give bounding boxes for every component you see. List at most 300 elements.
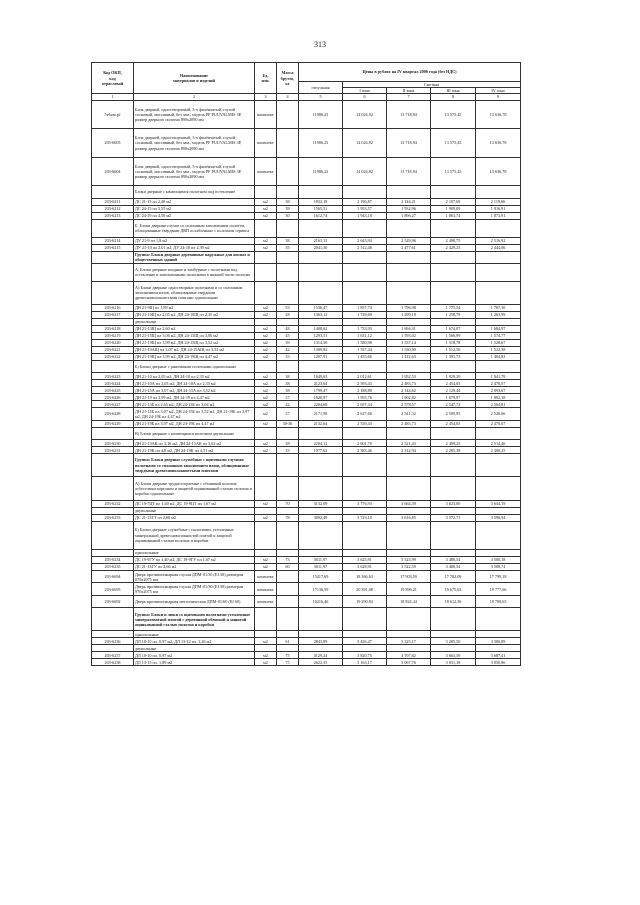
cell-p3: 2 477,61 (387, 244, 431, 251)
cell-name: ДН 21-15А пл 3,07 м2, ДН 24-15А пл 3,52 м2 (134, 387, 255, 394)
cell-code: 203-6227 (92, 401, 134, 408)
cell-name: Дверь противопожарная глухая ДПМ-01/30 (EI 30) размером 970х2075 мм (134, 583, 255, 595)
cell-p3: 3 067,76 (387, 659, 431, 666)
table-row (92, 564, 521, 571)
cell-unit (255, 251, 277, 263)
cell-code: 203-6232 (92, 500, 134, 507)
cell-name: Группа: Блоки дверные служебные с щитовыми глухими полотнами со сплошным заполнением пазов, облицованные твердыми древесноволокнистыми плитами (134, 454, 255, 477)
table-row (92, 219, 521, 237)
cell-mass (277, 157, 299, 186)
table-row (92, 387, 521, 394)
cell-p1 (299, 427, 343, 439)
cell-p4: 2 547,72 (431, 401, 476, 408)
cell-p3 (387, 631, 431, 638)
cell-code: 203-6695 (92, 583, 134, 595)
cell-code: 203-6223 (92, 373, 134, 380)
cell-p2 (343, 608, 387, 631)
cell-name: ДН 21-10 пл 2,05 м2, ДН 24-10 пл 2,35 м2 (134, 373, 255, 380)
cell-p5: 2 300,25 (476, 447, 521, 454)
cell-unit: м2 (255, 500, 277, 507)
colnum-7: 7 (387, 94, 431, 100)
cell-mass (277, 281, 299, 304)
cell-p2: 1 943,18 (343, 212, 387, 219)
cell-name: Группа: Блоки дверные деревянные наружные для жилых и общественных зданий (134, 251, 255, 263)
cell-name: двупольные (134, 507, 255, 514)
cell-p4: 3 480,54 (431, 564, 476, 571)
header-name (134, 63, 255, 94)
cell-mass: 33 (277, 447, 299, 454)
table-row (92, 645, 521, 652)
cell-p1: 2123,64 (299, 380, 343, 387)
cell-p4: 1 674,07 (431, 325, 476, 332)
cell-p5: 1 263,99 (476, 311, 521, 318)
header-code (92, 63, 134, 94)
table-row (92, 346, 521, 353)
cell-p4: 1 512,56 (431, 346, 476, 353)
cell-name: А) Блоки дверные одностворные полотнами и со сплошным заполнением пазов, облицованные твердыми древесноволокнистыми плитами однопольные (134, 281, 255, 304)
cell-name: ДН 21-15Щ пл 3,06 м2, ДН 24-13Щ пл 3,06 м2 (134, 332, 255, 339)
cell-p5 (476, 219, 521, 237)
cell-p2: 18 366,63 (343, 571, 387, 583)
cell-p2: 14 024,92 (343, 100, 387, 129)
cell-name: ДН 21-19Б пл 3,97 м2, ДН 24-19Б пл 4,47 м2 (134, 420, 255, 427)
cell-code (92, 281, 134, 304)
header-row-1 (92, 63, 521, 82)
cell-unit: м2 (255, 332, 277, 339)
cell-p2 (343, 318, 387, 325)
cell-name: ДЛ 10-10 пл. 0,97 м2 (134, 652, 255, 659)
cell-mass: 33 (277, 353, 299, 360)
cell-code (92, 219, 134, 237)
colnum-1: 1 (92, 94, 134, 100)
cell-mass (277, 477, 299, 500)
cell-code: 203-6216 (92, 304, 134, 311)
cell-mass: 48 (277, 325, 299, 332)
cell-mass: 42 (277, 401, 299, 408)
cell-p4: 3 572,71 (431, 514, 476, 521)
cell-unit (255, 608, 277, 631)
cell-name: ДУ 21-10 пл 2,01 м2, ДУ 24-10 пл 2,39 м2 (134, 244, 255, 251)
cell-p4 (431, 631, 476, 638)
cell-p2: 2 643,94 (343, 237, 387, 244)
cell-p2: 19 290,84 (343, 595, 387, 607)
table-row (92, 440, 521, 447)
cell-p5: 3 596,94 (476, 514, 521, 521)
cell-p5: 3 687,41 (476, 652, 521, 659)
cell-p1: 2163,12 (299, 237, 343, 244)
colnum-3: 3 (255, 94, 277, 100)
cell-p1: 11986,23 (299, 100, 343, 129)
cell-p3: 1 530,90 (387, 346, 431, 353)
cell-unit (255, 550, 277, 557)
cell-unit: м2 (255, 380, 277, 387)
table-row (92, 521, 521, 550)
cell-p2: 3 163,17 (343, 659, 387, 666)
cell-unit: м2 (255, 212, 277, 219)
cell-name: ДН 21-13Щ пл 2,60 м2 (134, 325, 255, 332)
cell-mass: 38 (277, 205, 299, 212)
cell-mass (277, 263, 299, 281)
table-row (92, 318, 521, 325)
cell-name: Б. Блоки дверные глухие со сплошным заполнением полотен, облицованные твёрдыми ДВП ослабленные с полотном сервиса (134, 219, 255, 237)
cell-p2 (343, 360, 387, 372)
cell-unit (255, 281, 277, 304)
cell-p1: 1612,74 (299, 212, 343, 219)
cell-mass: 42 (277, 346, 299, 353)
cell-p1: 1799,47 (299, 387, 343, 394)
cell-p5: 1 941,79 (476, 373, 521, 380)
cell-p3: 17 903,59 (387, 571, 431, 583)
colnum-8: 8 (431, 94, 476, 100)
cell-p3: 1 952,53 (387, 373, 431, 380)
cell-unit (255, 186, 277, 198)
cell-unit (255, 645, 277, 652)
cell-p5: 18 709,65 (476, 595, 521, 607)
table-row (92, 304, 521, 311)
cell-name: Дверь противопожарная глухая ДПМ-01/30 (EI 30) размером 870х2075 мм (134, 571, 255, 583)
cell-code: 203-6694 (92, 571, 134, 583)
cell-p1 (299, 477, 343, 500)
cell-p4: 1 775,54 (431, 304, 476, 311)
cell-p1 (299, 219, 343, 237)
header-unit-text: Ед. (262, 73, 269, 78)
cell-p3: 2 521,43 (387, 440, 431, 447)
cell-p5 (476, 186, 521, 198)
cell-p2 (343, 507, 387, 514)
cell-p5: 1 916,91 (476, 205, 521, 212)
cell-mass: 37 (277, 408, 299, 420)
cell-p2 (343, 631, 387, 638)
cell-code: 203-6604 (92, 157, 134, 186)
cell-p4: 1 518,78 (431, 339, 476, 346)
cell-p2: 2 196,87 (343, 198, 387, 205)
cell-unit: м2 (255, 420, 277, 427)
cell-code (92, 251, 134, 263)
cell-unit: м2 (255, 387, 277, 394)
cell-name: Б) Блоки дверные с рамочными полотнами однопольные (134, 360, 255, 372)
cell-unit: м2 (255, 564, 277, 571)
cell-name: ДН 21-19Щ пл 3,99 м2, ДН 24-15Щ пл 3,52 м2 (134, 339, 255, 346)
cell-name: ДН 21-13Б пл 2,65 м2, ДН 24-13Б пл 3,04 м2 (134, 401, 255, 408)
cell-p3: 2 483,73 (387, 380, 431, 387)
cell-p4: 3 031,18 (431, 659, 476, 666)
cell-unit: м2 (255, 244, 277, 251)
cell-p4: 17 702,09 (431, 571, 476, 583)
colnum-9: 9 (476, 94, 521, 100)
cell-mass (277, 318, 299, 325)
cell-p4: 2 285,38 (431, 447, 476, 454)
cell-unit: комплект (255, 595, 277, 607)
cell-mass (277, 507, 299, 514)
cell-unit: м2 (255, 198, 277, 205)
cell-p1 (299, 645, 343, 652)
cell-p5: 1 684,97 (476, 325, 521, 332)
cell-mass: 55 (277, 244, 299, 251)
cell-unit (255, 318, 277, 325)
table-row (92, 380, 521, 387)
cell-mass (277, 100, 299, 129)
cell-p5: 1 522,38 (476, 346, 521, 353)
cell-unit (255, 263, 277, 281)
cell-p1: 1620,97 (299, 394, 343, 401)
cell-p3: 1 796,98 (387, 304, 431, 311)
cell-p3 (387, 454, 431, 477)
group-row (92, 454, 521, 477)
cell-p1: 3092,49 (299, 514, 343, 521)
header-name-sub: материалов и изделий (173, 78, 215, 84)
cell-p3 (387, 219, 431, 237)
cell-p5: 2 514,46 (476, 440, 521, 447)
group-row (92, 251, 521, 263)
cell-p4 (431, 219, 476, 237)
cell-p2: 3 820,75 (343, 652, 387, 659)
cell-p2: 1 955,76 (343, 394, 387, 401)
cell-name: ДС 21-13 пл 2,40 м2 (134, 198, 255, 205)
cell-unit: комплект (255, 571, 277, 583)
cell-p4: 2 454,05 (431, 380, 476, 387)
table-row (92, 477, 521, 500)
cell-p4 (431, 507, 476, 514)
cell-unit: м2 (255, 440, 277, 447)
cell-p1 (299, 608, 343, 631)
cell-mass (277, 360, 299, 372)
cell-p1: 1832,18 (299, 198, 343, 205)
cell-p1: 16216,46 (299, 595, 343, 607)
cell-p3: 13 718,94 (387, 129, 431, 158)
cell-p4 (431, 318, 476, 325)
cell-p5: 2 516,92 (476, 237, 521, 244)
cell-p3: 2 312,94 (387, 447, 431, 454)
cell-p2: 2 657,34 (343, 401, 387, 408)
cell-code: 203-6217 (92, 311, 134, 318)
cell-name: ДН 21-13АК пл 3,16 м2, ДН 24-15АК пл 3,62 м2 (134, 440, 255, 447)
cell-mass: 39 (277, 339, 299, 346)
cell-p5 (476, 251, 521, 263)
cell-p1 (299, 360, 343, 372)
cell-p1: 11986,23 (299, 129, 343, 158)
colnum-5: 5 (299, 94, 343, 100)
cell-code: 203-6213 (92, 212, 134, 219)
cell-mass: 70 (277, 500, 299, 507)
cell-p4 (431, 427, 476, 439)
cell-p5: 3 050,86 (476, 659, 521, 666)
cell-p1: 3011,97 (299, 557, 343, 564)
cell-name: ДН 21-19 пл 3,99 м2, ДН 24-19 пл 4,47 м2 (134, 394, 255, 401)
cell-p3 (387, 263, 431, 281)
page-number: 313 (314, 40, 326, 49)
cell-p2 (343, 550, 387, 557)
cell-p1: 2132,64 (299, 420, 343, 427)
cell-name: Блоки дверные с качающимся полотном под остекление (134, 186, 255, 198)
cell-p4 (431, 550, 476, 557)
cell-mass: 78 (277, 514, 299, 521)
cell-unit (255, 507, 277, 514)
cell-unit: м2 (255, 205, 277, 212)
cell-p5: 1 892,18 (476, 394, 521, 401)
table-row (92, 638, 521, 645)
cell-p4 (431, 360, 476, 372)
cell-name: ДС 19-9ГУ пл 1,40 м2, ДС 19-9ГУ пл 1,67 м2 (134, 557, 255, 564)
cell-code (92, 318, 134, 325)
cell-unit: комплект (255, 583, 277, 595)
cell-p4 (431, 454, 476, 477)
cell-p2: 2 188,89 (343, 387, 387, 394)
cell-name: ДЛ 13-15 пл. 1,89 м2 (134, 659, 255, 666)
cell-code (92, 521, 134, 550)
table-row (92, 652, 521, 659)
table-row (92, 129, 521, 158)
cell-p2 (343, 521, 387, 550)
cell-code: 203-6692 (92, 595, 134, 607)
cell-code: 203-6238 (92, 659, 134, 666)
cell-p1: 2204,68 (299, 401, 343, 408)
cell-p3: 1 694,31 (387, 325, 431, 332)
cell-name: ДН 21-19Щ пл 3,99 м2, ДН 24-19Щ пл 4,47 м2 (134, 353, 255, 360)
cell-unit (255, 360, 277, 372)
cell-p4: 13 575,45 (431, 129, 476, 158)
cell-p5 (476, 507, 521, 514)
cell-p2 (343, 251, 387, 263)
cell-p3: 3 325,17 (387, 638, 431, 645)
header-estimate: Сметная (343, 82, 521, 88)
table-row (92, 557, 521, 564)
cell-code: 203-6237 (92, 652, 134, 659)
table-row (92, 339, 521, 346)
cell-p4: 1 395,73 (431, 353, 476, 360)
cell-p2 (343, 281, 387, 304)
table-row (92, 198, 521, 205)
cell-p3 (387, 507, 431, 514)
cell-p4: 2 498,75 (431, 237, 476, 244)
cell-p3: 2 483,73 (387, 420, 431, 427)
cell-mass: 38 (277, 237, 299, 244)
cell-p2: 14 024,92 (343, 129, 387, 158)
cell-unit: комплект (255, 157, 277, 186)
cell-p2: 1 580,98 (343, 339, 387, 346)
colnum-6: 6 (343, 94, 387, 100)
cell-unit: м2 (255, 557, 277, 564)
cell-p4: 3 285,50 (431, 638, 476, 645)
cell-p2: 2 383,46 (343, 447, 387, 454)
cell-p3: 1 593,02 (387, 332, 431, 339)
cell-p4 (431, 645, 476, 652)
header-name-text: Наименование (180, 73, 208, 78)
cell-code: 203-6214 (92, 237, 134, 244)
cell-p3: 1 537,14 (387, 339, 431, 346)
cell-name: Блок дверной, одностворчатый, 3-х филёнчатый, глухой сосновый, массивный, без зам., модель PF PUUVALMIS 3P, размер дверного полотна 890х2090 мм (134, 100, 255, 129)
cell-unit: м2 (255, 304, 277, 311)
cell-p3 (387, 186, 431, 198)
cell-p3: 1 299,18 (387, 311, 431, 318)
cell-p2: 1 729,69 (343, 311, 387, 318)
cell-p5 (476, 454, 521, 477)
cell-name: ДС 21-13ГУ пл 2,66 м2 (134, 564, 255, 571)
cell-name: ДН 21-19К пл 4,0 м2, ДН 24-19К пл 4,51 м2 (134, 447, 255, 454)
price-table (91, 62, 521, 666)
header-prices: Цены в рублях на IV квартал 2006 года (без НДС) (299, 63, 521, 82)
cell-code: 5v6ою.pf (92, 100, 134, 129)
colnum-2: 2 (134, 94, 255, 100)
table-row (92, 500, 521, 507)
cell-code (92, 608, 134, 631)
cell-p5: 3 306,89 (476, 638, 521, 645)
cell-p3: 3 707,82 (387, 652, 431, 659)
cell-p5 (476, 645, 521, 652)
table-row (92, 514, 521, 521)
cell-p5: 13 636,78 (476, 100, 521, 129)
cell-p2 (343, 219, 387, 237)
table-row (92, 373, 521, 380)
cell-p2: 3 776,93 (343, 500, 387, 507)
cell-code (92, 427, 134, 439)
cell-p1: 15417,69 (299, 571, 343, 583)
cell-code: 203-6230 (92, 440, 134, 447)
cell-p5: 3 644,19 (476, 500, 521, 507)
cell-p1 (299, 507, 343, 514)
cell-mass (277, 129, 299, 158)
cell-p2 (343, 186, 387, 198)
cell-name: Блок дверной, одностворчатый, 3-х филёнчатый, глухой сосновый, массивный, без зам., модель PF PUUVALMIS 3P, размер дверного полотна 890х2090 мм (134, 157, 255, 186)
colnum-4: 4 (277, 94, 299, 100)
cell-mass (277, 571, 299, 583)
cell-name: Блок дверной, одностворчатый, 3-х филёнчатый, глухой сосновый, массивный, без зам., модель PF PUUVALMIS 3P, размер дверного полотна 890х2090 мм (134, 129, 255, 158)
cell-name: ДЛ 10-10 пл. 0,97 м2, ДЛ 13-12 пл. 1,26 м2 (134, 638, 255, 645)
cell-name: ДН 21-10Щ пл 2,05 м2, ДН 24-10Щ пл 2,35 м2 (134, 311, 255, 318)
cell-unit (255, 631, 277, 638)
cell-p5: 1 873,91 (476, 212, 521, 219)
cell-p3: 1 902,82 (387, 394, 431, 401)
cell-p2: 1 631,12 (343, 332, 387, 339)
cell-code (92, 550, 134, 557)
cell-p3 (387, 318, 431, 325)
table-row (92, 394, 521, 401)
cell-p4: 2 129,44 (431, 387, 476, 394)
cell-p4: 1 863,74 (431, 212, 476, 219)
cell-p2: 2 512,46 (343, 244, 387, 251)
cell-p2: 1 953,57 (343, 205, 387, 212)
cell-code: 203-6219 (92, 332, 134, 339)
cell-name: однопольные (134, 631, 255, 638)
cell-p3: 2 541,32 (387, 408, 431, 420)
cell-mass: 53 (277, 304, 299, 311)
cell-mass (277, 583, 299, 595)
cell-name: однопольные (134, 550, 255, 557)
cell-code: 203-6229 (92, 420, 134, 427)
cell-p1: 3129,24 (299, 652, 343, 659)
cell-mass: 60 (277, 564, 299, 571)
cell-unit: м2 (255, 373, 277, 380)
cell-mass: 45 (277, 332, 299, 339)
cell-p2: 2 601,70 (343, 440, 387, 447)
cell-p5: 2 564,81 (476, 401, 521, 408)
cell-mass: 30-36 (277, 420, 299, 427)
cell-p2 (343, 427, 387, 439)
cell-p3: 1 932,96 (387, 205, 431, 212)
cell-p3: 3 664,39 (387, 500, 431, 507)
table-row (92, 332, 521, 339)
cell-p2: 3 625,91 (343, 557, 387, 564)
cell-p1: 2843,99 (299, 638, 343, 645)
cell-code (92, 631, 134, 638)
cell-p3: 19 896,21 (387, 583, 431, 595)
cell-name: двупольные (134, 318, 255, 325)
cell-p1: 1293,51 (299, 332, 343, 339)
cell-p4: 3 623,00 (431, 500, 476, 507)
cell-p1: 17136,59 (299, 583, 343, 595)
cell-p5: 13 636,78 (476, 129, 521, 158)
cell-name: ДУ 21-9 пл 1,8 м2 (134, 237, 255, 244)
cell-p1 (299, 550, 343, 557)
